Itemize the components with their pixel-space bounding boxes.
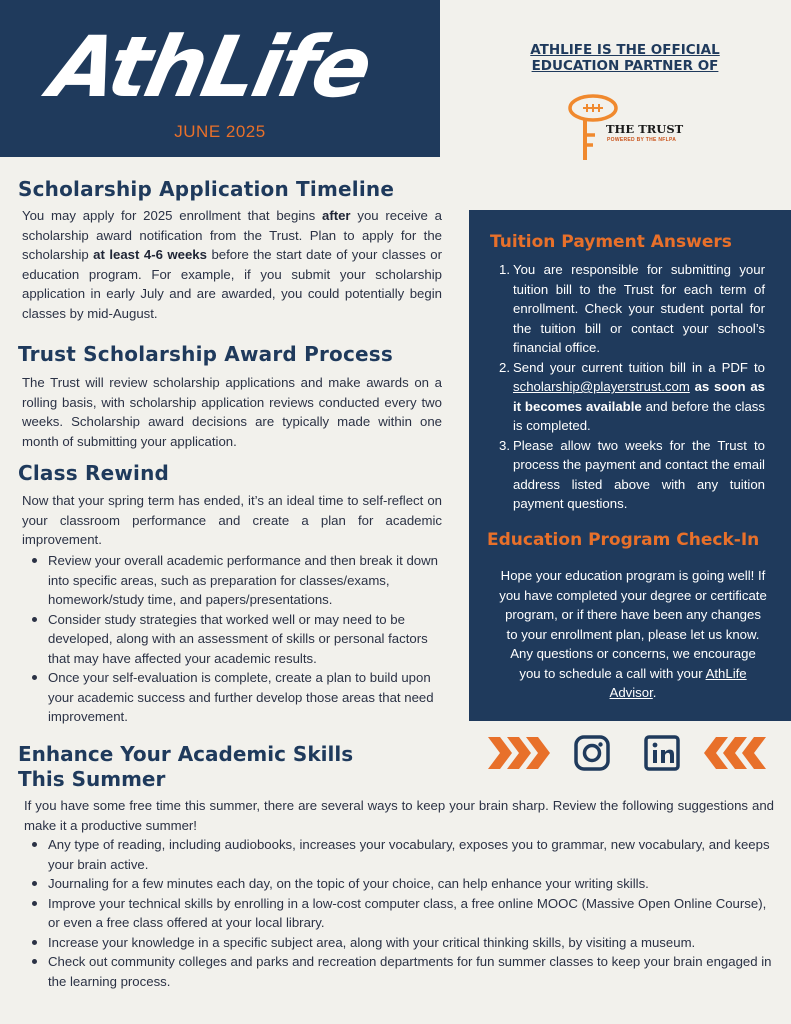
masthead bbox=[0, 0, 440, 157]
rewind-intro: Now that your spring term has ended, it’s an ideal time to self-reflect on your classroom performance and create a plan for academic improvement. bbox=[22, 493, 442, 547]
chevrons-left-icon bbox=[702, 733, 768, 773]
list-item: Improve your technical skills by enrolling in a low-cost computer class, a free online MOOC (Massive Open Online Course), or even a free class offered at your local library. bbox=[24, 894, 772, 933]
tuition-steps bbox=[499, 260, 765, 514]
brand-wordmark: AthLife bbox=[42, 18, 379, 117]
partner-statement bbox=[500, 42, 750, 74]
summer-list bbox=[24, 835, 772, 991]
chevrons-right-icon bbox=[486, 733, 552, 773]
list-item: Journaling for a few minutes each day, on the topic of your choice, can help enhance your writing skills. bbox=[24, 874, 772, 894]
timeline-heading: Scholarship Application Timeline bbox=[18, 177, 395, 201]
issue-date: JUNE 2025 bbox=[174, 122, 266, 141]
trust-logo-name: THE TRUST bbox=[606, 122, 684, 136]
award-heading: Trust Scholarship Award Process bbox=[18, 342, 393, 366]
list-item: Review your overall academic performance and then break it down into specific areas, such as preparation for classes/exams, homework/study time, and papers/presentations. bbox=[24, 551, 442, 610]
list-item: Check out community colleges and parks and recreation departments for fun summer classes to keep your brain engaged in the learning process. bbox=[24, 952, 772, 991]
list-item: Consider study strategies that worked well or may need to be developed, along with an assessment of skills or personal factors that may have affected your academic results. bbox=[24, 610, 442, 669]
tuition-heading: Tuition Payment Answers bbox=[490, 232, 732, 252]
linkedin-icon[interactable] bbox=[643, 733, 681, 773]
list-item: 1. You are responsible for submitting your tuition bill to the Trust for each term of enrollment. Check your student portal for the tuition bill or contact your school’s financial office. bbox=[499, 262, 765, 355]
checkin-body: Hope your education program is going well! If you have completed your degree or certificate program, or if there have been any changes to your enrollment plan, please let us know. Any questions or concerns, we encourage you to schedule a call with your AthLife Advisor. bbox=[499, 568, 767, 700]
advisor-link[interactable]: AthLife Advisor bbox=[609, 665, 747, 700]
athlife-logo bbox=[36, 4, 416, 124]
timeline-body: You may apply for 2025 enrollment that begins after you receive a scholarship award notification from the Trust. Plan to apply for the scholarship at least 4-6 weeks before the start date of your classes or education program. For example, if you submit your scholarship application in early July and are awarded, you could potentially begin classes by mid-August. bbox=[22, 208, 443, 321]
list-item: Increase your knowledge in a specific subject area, along with your critical thinking skills, by visiting a museum. bbox=[24, 933, 772, 953]
list-item: 2. Send your current tuition bill in a PDF to scholarship@playerstrust.com as soon as it becomes available and before the class is completed. bbox=[499, 359, 765, 433]
instagram-icon[interactable] bbox=[573, 733, 611, 773]
partner-line-1: ATHLIFE IS THE OFFICIAL bbox=[530, 42, 720, 58]
trust-logo-tagline: POWERED BY THE NFLPA bbox=[607, 137, 677, 143]
award-body: The Trust will review scholarship applications and make awards on a rolling basis, with scholarship application reviews conducted every two weeks. Scholarship award decisions are typically made within one month of submitting your application. bbox=[22, 375, 442, 449]
summer-intro: If you have some free time this summer, there are several ways to keep your brain sharp. Review the following suggestions and make it a productive summer! bbox=[24, 798, 774, 833]
checkin-heading: Education Program Check-In bbox=[487, 530, 760, 550]
partner-line-2: EDUCATION PARTNER OF bbox=[531, 58, 719, 74]
info-panel bbox=[469, 210, 791, 721]
list-item: 3. Please allow two weeks for the Trust to process the payment and contact the email address listed above with any tuition payment questions. bbox=[499, 437, 765, 511]
rewind-list bbox=[24, 551, 442, 727]
rewind-heading: Class Rewind bbox=[18, 461, 170, 485]
list-item: Any type of reading, including audiobooks, increases your vocabulary, exposes you to grammar, new vocabulary, and keeps your brain active. bbox=[24, 835, 772, 874]
summer-heading: Enhance Your Academic Skills This Summer bbox=[18, 742, 354, 791]
social-bar bbox=[486, 733, 769, 777]
email-link[interactable]: scholarship@playerstrust.com bbox=[513, 379, 690, 394]
list-item: Once your self-evaluation is complete, create a plan to build upon your academic success and further develop those areas that need improvement. bbox=[24, 668, 442, 727]
